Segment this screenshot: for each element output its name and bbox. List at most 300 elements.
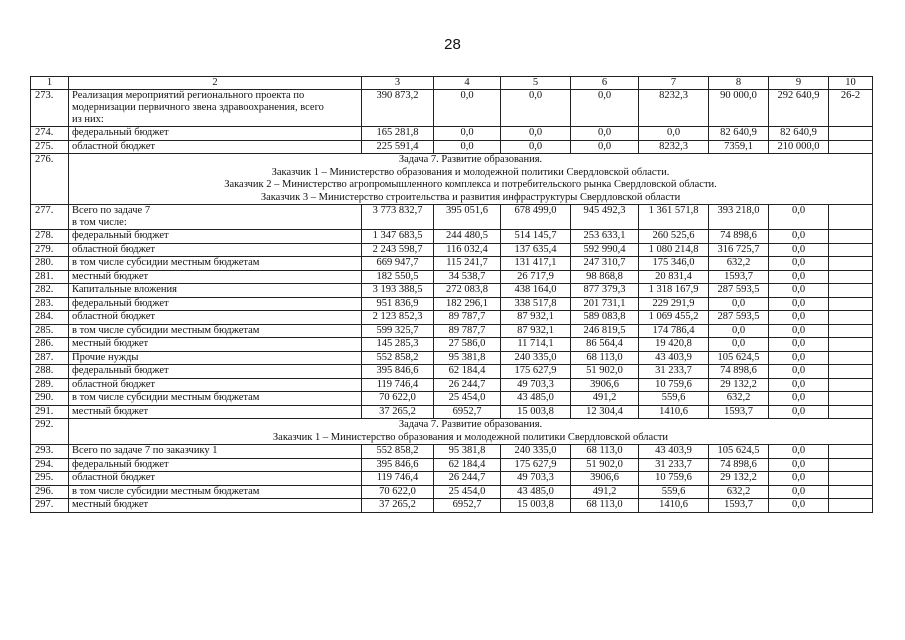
value-cell-c7: 10 759,6	[639, 378, 709, 392]
value-cell-c7: 1410,6	[639, 499, 709, 513]
value-cell-c3: 70 622,0	[362, 392, 434, 406]
value-cell-c5: 11 714,1	[501, 338, 571, 352]
row-name-text: федеральный бюджет	[72, 365, 169, 376]
row-name-text: областной бюджет	[72, 472, 155, 483]
row-name-text: в том числе субсидии местным бюджетам	[72, 485, 260, 497]
value-cell-c7: 31 233,7	[639, 365, 709, 379]
value-cell-c4: 244 480,5	[434, 230, 501, 244]
value-cell-c3: 119 746,4	[362, 472, 434, 486]
table-row	[31, 365, 873, 379]
row-number: 282.	[31, 284, 69, 298]
value-cell-c5: 15 003,8	[501, 405, 571, 419]
table-row	[31, 140, 873, 154]
row-number: 275.	[31, 140, 69, 154]
row-name-text: федеральный бюджет	[72, 458, 169, 470]
value-cell-c3: 951 836,9	[362, 297, 434, 311]
value-cell-c9: 292 640,9	[769, 90, 829, 127]
value-cell-c8: 0,0	[709, 324, 769, 338]
row-number: 293.	[31, 445, 69, 459]
value-cell-c9: 0,0	[769, 485, 829, 499]
value-cell-c3: 182 550,5	[362, 270, 434, 284]
row-name	[69, 338, 362, 352]
value-cell-c6: 589 083,8	[571, 311, 639, 325]
value-cell-c3: 395 846,6	[362, 458, 434, 472]
value-cell-c7: 1 080 214,8	[639, 243, 709, 257]
value-cell-c9: 0,0	[769, 499, 829, 513]
value-cell-c9: 210 000,0	[769, 140, 829, 154]
value-cell-c5: 0,0	[501, 127, 571, 141]
value-cell-c6: 0,0	[571, 90, 639, 127]
row-name	[69, 365, 362, 379]
value-cell-c10	[829, 378, 873, 392]
header-cell: 5	[501, 77, 571, 90]
section-title-line: Задача 7. Развитие образования.	[398, 154, 543, 165]
value-cell-c10: 26-2	[829, 90, 873, 127]
value-cell-c5: 0,0	[501, 140, 571, 154]
row-name-text: областной бюджет	[72, 378, 155, 390]
value-cell-c3: 37 265,2	[362, 499, 434, 513]
value-cell-c8: 393 218,0	[709, 205, 769, 230]
value-cell-c9: 0,0	[769, 365, 829, 379]
value-cell-c8: 1593,7	[709, 499, 769, 513]
row-name-text: в том числе субсидии местным бюджетам	[72, 392, 260, 403]
table-row	[31, 127, 873, 141]
row-name	[69, 127, 362, 141]
value-cell-c7: 559,6	[639, 485, 709, 499]
table-body	[31, 90, 873, 513]
value-cell-c4: 26 244,7	[434, 378, 501, 392]
value-cell-c3: 145 285,3	[362, 338, 434, 352]
value-cell-c7: 174 786,4	[639, 324, 709, 338]
value-cell-c4: 34 538,7	[434, 270, 501, 284]
value-cell-c8: 632,2	[709, 257, 769, 271]
value-cell-c6: 877 379,3	[571, 284, 639, 298]
value-cell-c9: 0,0	[769, 205, 829, 230]
value-cell-c7: 1 069 455,2	[639, 311, 709, 325]
row-number: 290.	[31, 392, 69, 406]
value-cell-c8: 105 624,5	[709, 351, 769, 365]
value-cell-c8: 632,2	[709, 392, 769, 406]
value-cell-c10	[829, 270, 873, 284]
value-cell-c6: 3906,6	[571, 378, 639, 392]
value-cell-c4: 395 051,6	[434, 205, 501, 230]
row-name	[69, 445, 362, 459]
value-cell-c3: 390 873,2	[362, 90, 434, 127]
value-cell-c7: 8232,3	[639, 140, 709, 154]
value-cell-c7: 0,0	[639, 127, 709, 141]
row-name	[69, 230, 362, 244]
value-cell-c5: 240 335,0	[501, 445, 571, 459]
value-cell-c7: 19 420,8	[639, 338, 709, 352]
table-row	[31, 378, 873, 392]
value-cell-c4: 62 184,4	[434, 365, 501, 379]
value-cell-c10	[829, 351, 873, 365]
row-name	[69, 140, 362, 154]
row-name-text: Всего по задаче 7	[72, 205, 151, 216]
row-name	[69, 378, 362, 392]
row-number: 295.	[31, 472, 69, 486]
row-name	[69, 205, 362, 230]
row-name	[69, 351, 362, 365]
value-cell-c3: 2 243 598,7	[362, 243, 434, 257]
value-cell-c7: 43 403,9	[639, 351, 709, 365]
value-cell-c7: 20 831,4	[639, 270, 709, 284]
table-row	[31, 405, 873, 419]
value-cell-c9: 0,0	[769, 324, 829, 338]
header-cell: 2	[69, 77, 362, 90]
value-cell-c4: 25 454,0	[434, 392, 501, 406]
value-cell-c4: 6952,7	[434, 499, 501, 513]
value-cell-c4: 62 184,4	[434, 458, 501, 472]
value-cell-c4: 89 787,7	[434, 324, 501, 338]
value-cell-c10	[829, 284, 873, 298]
row-name	[69, 499, 362, 513]
value-cell-c4: 25 454,0	[434, 485, 501, 499]
value-cell-c5: 240 335,0	[501, 351, 571, 365]
value-cell-c3: 552 858,2	[362, 351, 434, 365]
row-name	[69, 270, 362, 284]
row-name	[69, 392, 362, 406]
value-cell-c4: 26 244,7	[434, 472, 501, 486]
budget-table	[30, 76, 873, 513]
value-cell-c9: 0,0	[769, 472, 829, 486]
value-cell-c10	[829, 499, 873, 513]
value-cell-c9: 0,0	[769, 284, 829, 298]
value-cell-c8: 316 725,7	[709, 243, 769, 257]
row-number: 276.	[31, 154, 69, 205]
value-cell-c7: 8232,3	[639, 90, 709, 127]
value-cell-c6: 246 819,5	[571, 324, 639, 338]
value-cell-c9: 0,0	[769, 270, 829, 284]
table-row	[31, 230, 873, 244]
value-cell-c6: 491,2	[571, 392, 639, 406]
value-cell-c9: 82 640,9	[769, 127, 829, 141]
row-name	[69, 485, 362, 499]
value-cell-c10	[829, 127, 873, 141]
row-number: 279.	[31, 243, 69, 257]
value-cell-c7: 1 318 167,9	[639, 284, 709, 298]
value-cell-c6: 12 304,4	[571, 405, 639, 419]
value-cell-c5: 43 485,0	[501, 485, 571, 499]
row-name-text: в том числе субсидии местным бюджетам	[72, 324, 260, 336]
row-name	[69, 324, 362, 338]
value-cell-c9: 0,0	[769, 445, 829, 459]
table-row	[31, 270, 873, 284]
row-name	[69, 284, 362, 298]
section-row	[31, 154, 873, 205]
row-name-text: в том числе субсидии местным бюджетам	[72, 257, 260, 268]
header-cell: 7	[639, 77, 709, 90]
row-name-text: федеральный бюджет	[72, 230, 169, 241]
value-cell-c10	[829, 485, 873, 499]
value-cell-c4: 182 296,1	[434, 297, 501, 311]
table-row	[31, 90, 873, 127]
value-cell-c4: 0,0	[434, 127, 501, 141]
header-cell: 1	[31, 77, 69, 90]
row-number: 296.	[31, 485, 69, 499]
table-row	[31, 284, 873, 298]
value-cell-c8: 1593,7	[709, 270, 769, 284]
row-name	[69, 458, 362, 472]
value-cell-c10	[829, 472, 873, 486]
table-row	[31, 338, 873, 352]
value-cell-c8: 1593,7	[709, 405, 769, 419]
header-cell: 10	[829, 77, 873, 90]
value-cell-c6: 98 868,8	[571, 270, 639, 284]
row-number: 297.	[31, 499, 69, 513]
value-cell-c5: 49 703,3	[501, 472, 571, 486]
value-cell-c7: 229 291,9	[639, 297, 709, 311]
value-cell-c10	[829, 257, 873, 271]
row-number: 274.	[31, 127, 69, 141]
table-row	[31, 458, 873, 472]
section-title-line: Заказчик 3 – Министерство строительства и развития инфраструктуры Свердловской области	[260, 191, 681, 203]
value-cell-c5: 438 164,0	[501, 284, 571, 298]
row-name-text: областной бюджет	[72, 140, 155, 152]
section-title	[69, 154, 873, 205]
section-row	[31, 419, 873, 445]
section-title-line: Заказчик 2 – Министерство агропромышленного комплекса и потребительского рынка Свердловской области.	[224, 179, 717, 190]
table-row	[31, 445, 873, 459]
value-cell-c3: 552 858,2	[362, 445, 434, 459]
value-cell-c8: 74 898,6	[709, 230, 769, 244]
value-cell-c8: 29 132,2	[709, 378, 769, 392]
row-number: 284.	[31, 311, 69, 325]
value-cell-c8: 74 898,6	[709, 458, 769, 472]
row-number: 292.	[31, 419, 69, 445]
value-cell-c6: 68 113,0	[571, 351, 639, 365]
header-cell: 8	[709, 77, 769, 90]
value-cell-c8: 7359,1	[709, 140, 769, 154]
row-name	[69, 243, 362, 257]
value-cell-c3: 37 265,2	[362, 405, 434, 419]
value-cell-c4: 0,0	[434, 90, 501, 127]
value-cell-c6: 247 310,7	[571, 257, 639, 271]
value-cell-c9: 0,0	[769, 405, 829, 419]
header-cell: 6	[571, 77, 639, 90]
row-name-text: местный бюджет	[72, 338, 149, 349]
value-cell-c3: 1 347 683,5	[362, 230, 434, 244]
value-cell-c8: 29 132,2	[709, 472, 769, 486]
value-cell-c5: 87 932,1	[501, 324, 571, 338]
value-cell-c6: 945 492,3	[571, 205, 639, 230]
value-cell-c7: 260 525,6	[639, 230, 709, 244]
value-cell-c10	[829, 297, 873, 311]
value-cell-c5: 49 703,3	[501, 378, 571, 392]
row-name-text: Капитальные вложения	[72, 284, 177, 295]
value-cell-c9: 0,0	[769, 257, 829, 271]
value-cell-c4: 95 381,8	[434, 445, 501, 459]
value-cell-c5: 87 932,1	[501, 311, 571, 325]
row-number: 277.	[31, 205, 69, 230]
row-number: 273.	[31, 90, 69, 127]
value-cell-c4: 27 586,0	[434, 338, 501, 352]
row-number: 283.	[31, 297, 69, 311]
value-cell-c3: 165 281,8	[362, 127, 434, 141]
value-cell-c5: 26 717,9	[501, 270, 571, 284]
value-cell-c10	[829, 311, 873, 325]
table-row	[31, 257, 873, 271]
row-number: 280.	[31, 257, 69, 271]
table-row	[31, 472, 873, 486]
row-name	[69, 472, 362, 486]
row-name-text: Прочие нужды	[72, 351, 139, 363]
value-cell-c5: 15 003,8	[501, 499, 571, 513]
value-cell-c5: 0,0	[501, 90, 571, 127]
row-name-text: местный бюджет	[72, 270, 149, 282]
row-number: 285.	[31, 324, 69, 338]
table-row	[31, 205, 873, 230]
value-cell-c10	[829, 392, 873, 406]
row-number: 278.	[31, 230, 69, 244]
value-cell-c8: 74 898,6	[709, 365, 769, 379]
value-cell-c6: 592 990,4	[571, 243, 639, 257]
value-cell-c9: 0,0	[769, 458, 829, 472]
value-cell-c9: 0,0	[769, 338, 829, 352]
value-cell-c10	[829, 405, 873, 419]
value-cell-c6: 253 633,1	[571, 230, 639, 244]
value-cell-c10	[829, 365, 873, 379]
value-cell-c7: 43 403,9	[639, 445, 709, 459]
value-cell-c3: 599 325,7	[362, 324, 434, 338]
value-cell-c10	[829, 445, 873, 459]
row-name	[69, 311, 362, 325]
value-cell-c3: 3 773 832,7	[362, 205, 434, 230]
table-row	[31, 485, 873, 499]
value-cell-c8: 0,0	[709, 338, 769, 352]
value-cell-c7: 1410,6	[639, 405, 709, 419]
row-name-text: областной бюджет	[72, 311, 155, 322]
value-cell-c10	[829, 140, 873, 154]
row-number: 291.	[31, 405, 69, 419]
value-cell-c8: 287 593,5	[709, 284, 769, 298]
header-row	[31, 77, 873, 90]
value-cell-c9: 0,0	[769, 392, 829, 406]
value-cell-c5: 131 417,1	[501, 257, 571, 271]
row-number: 288.	[31, 365, 69, 379]
table-row	[31, 324, 873, 338]
value-cell-c10	[829, 338, 873, 352]
value-cell-c6: 51 902,0	[571, 365, 639, 379]
value-cell-c3: 119 746,4	[362, 378, 434, 392]
row-name-text: местный бюджет	[72, 499, 149, 510]
value-cell-c4: 89 787,7	[434, 311, 501, 325]
value-cell-c9: 0,0	[769, 351, 829, 365]
value-cell-c7: 175 346,0	[639, 257, 709, 271]
row-name-text: федеральный бюджет	[72, 297, 169, 309]
table-row	[31, 311, 873, 325]
value-cell-c4: 272 083,8	[434, 284, 501, 298]
row-number: 281.	[31, 270, 69, 284]
value-cell-c9: 0,0	[769, 230, 829, 244]
value-cell-c4: 95 381,8	[434, 351, 501, 365]
table-row	[31, 297, 873, 311]
value-cell-c5: 43 485,0	[501, 392, 571, 406]
value-cell-c9: 0,0	[769, 243, 829, 257]
table-row	[31, 392, 873, 406]
value-cell-c10	[829, 458, 873, 472]
section-title	[69, 419, 873, 445]
row-name-text: федеральный бюджет	[72, 127, 169, 138]
row-number: 286.	[31, 338, 69, 352]
value-cell-c3: 2 123 852,3	[362, 311, 434, 325]
value-cell-c6: 68 113,0	[571, 445, 639, 459]
value-cell-c3: 70 622,0	[362, 485, 434, 499]
value-cell-c4: 6952,7	[434, 405, 501, 419]
value-cell-c9: 0,0	[769, 297, 829, 311]
value-cell-c9: 0,0	[769, 378, 829, 392]
page-number: 28	[444, 36, 461, 53]
value-cell-c4: 116 032,4	[434, 243, 501, 257]
value-cell-c5: 137 635,4	[501, 243, 571, 257]
row-name	[69, 405, 362, 419]
row-number: 294.	[31, 458, 69, 472]
value-cell-c6: 51 902,0	[571, 458, 639, 472]
value-cell-c3: 395 846,6	[362, 365, 434, 379]
value-cell-c6: 0,0	[571, 127, 639, 141]
value-cell-c4: 0,0	[434, 140, 501, 154]
value-cell-c3: 3 193 388,5	[362, 284, 434, 298]
table-row	[31, 499, 873, 513]
value-cell-c7: 559,6	[639, 392, 709, 406]
row-number: 287.	[31, 351, 69, 365]
value-cell-c4: 115 241,7	[434, 257, 501, 271]
value-cell-c6: 201 731,1	[571, 297, 639, 311]
row-name-text: Реализация мероприятий регионального проекта по модернизации первичного звена здравоохранения, всего	[72, 90, 324, 113]
row-name	[69, 257, 362, 271]
value-cell-c7: 10 759,6	[639, 472, 709, 486]
value-cell-c8: 105 624,5	[709, 445, 769, 459]
row-name-subtext: из них:	[72, 114, 104, 125]
value-cell-c7: 1 361 571,8	[639, 205, 709, 230]
value-cell-c10	[829, 230, 873, 244]
value-cell-c10	[829, 243, 873, 257]
header-cell: 3	[362, 77, 434, 90]
value-cell-c6: 86 564,4	[571, 338, 639, 352]
value-cell-c6: 491,2	[571, 485, 639, 499]
value-cell-c3: 669 947,7	[362, 257, 434, 271]
table-row	[31, 351, 873, 365]
row-name-text: местный бюджет	[72, 405, 149, 417]
value-cell-c5: 175 627,9	[501, 365, 571, 379]
value-cell-c6: 3906,6	[571, 472, 639, 486]
value-cell-c8: 287 593,5	[709, 311, 769, 325]
value-cell-c10	[829, 324, 873, 338]
header-cell: 9	[769, 77, 829, 90]
section-title-line: Заказчик 1 – Министерство образования и молодежной политики Свердловской области	[272, 431, 669, 443]
value-cell-c5: 678 499,0	[501, 205, 571, 230]
value-cell-c10	[829, 205, 873, 230]
value-cell-c8: 632,2	[709, 485, 769, 499]
section-title-line: Заказчик 1 – Министерство образования и молодежной политики Свердловской области.	[271, 166, 670, 178]
value-cell-c3: 225 591,4	[362, 140, 434, 154]
value-cell-c5: 514 145,7	[501, 230, 571, 244]
value-cell-c8: 82 640,9	[709, 127, 769, 141]
header-cell: 4	[434, 77, 501, 90]
value-cell-c8: 90 000,0	[709, 90, 769, 127]
value-cell-c5: 175 627,9	[501, 458, 571, 472]
table-row	[31, 243, 873, 257]
row-name-text: Всего по задаче 7 по заказчику 1	[72, 445, 218, 456]
row-name-subtext: в том числе:	[72, 217, 127, 228]
section-title-line: Задача 7. Развитие образования.	[398, 419, 543, 430]
value-cell-c7: 31 233,7	[639, 458, 709, 472]
row-name	[69, 90, 362, 127]
value-cell-c8: 0,0	[709, 297, 769, 311]
row-name	[69, 297, 362, 311]
row-name-text: областной бюджет	[72, 243, 155, 255]
value-cell-c9: 0,0	[769, 311, 829, 325]
